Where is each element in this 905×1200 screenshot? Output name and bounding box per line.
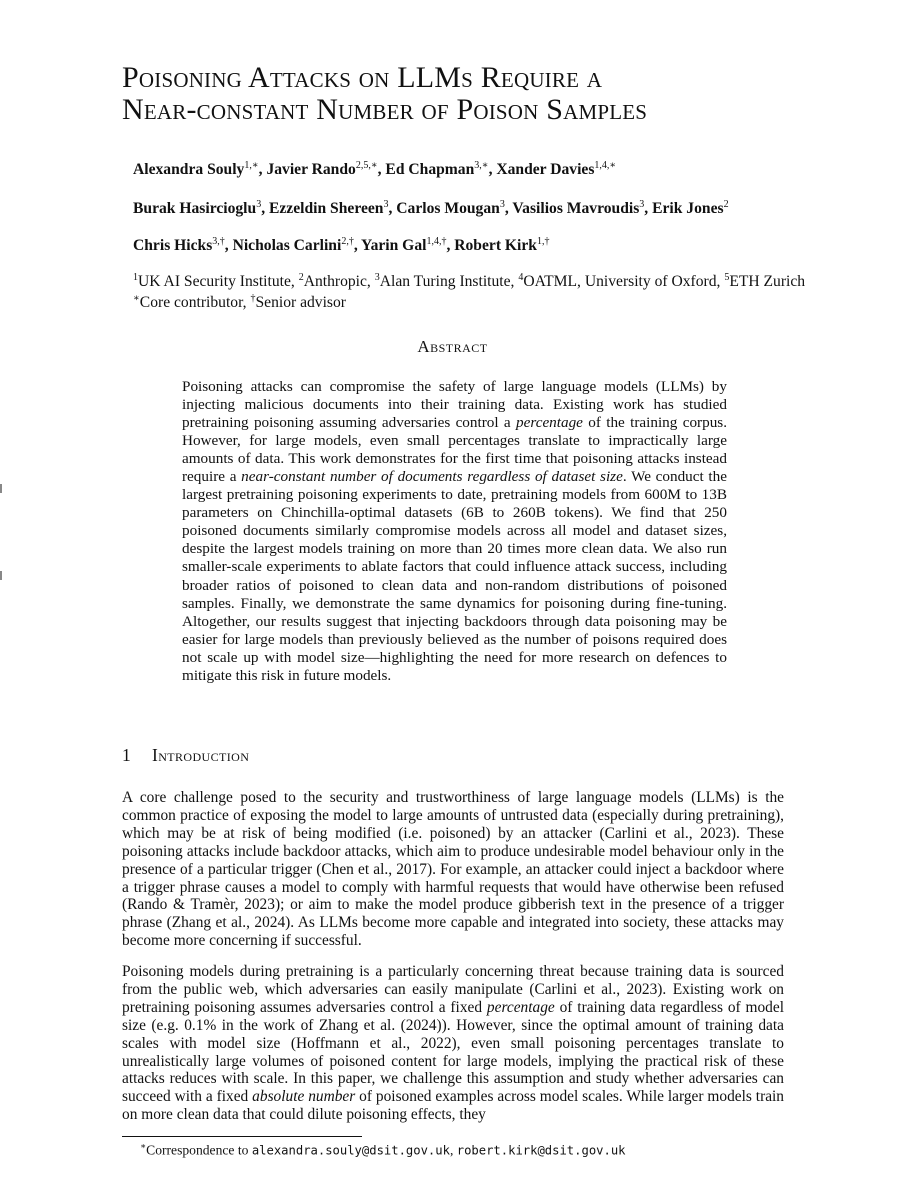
contribution-mark: ∗ [133,293,140,304]
body-text: of poisoned examples across model scales. While larger models train on more clean data that could dilute poisoning effects, they [122,1088,784,1124]
author-name: Ed Chapman [385,161,475,179]
body-text: Poisoning attacks can compromise the safety of large language models (LLMs) by injecting malicious documents into their training data. Existing work has studied pretraining poisoning assuming adversaries control a [182,378,727,432]
author-affiliation-mark: 3 [383,199,389,210]
emphasis-text: near-constant number of documents regardless of dataset size [241,468,623,486]
footnote [140,1141,626,1159]
author-row-2: Burak Hasircioglu$^3$, Ezzeldin Shereen$^3$, Carlos Mougan$^3$, Vasilios Mavroudis$^3$, Erik Jones$^2$ [133,199,729,218]
body-text: Poisoning models during pretraining is a particularly concerning threat because training data is sourced from the public web, which adversaries can easily manipulate (Carlini et al., 2023). Existing work on pretraining poisoning assumes adversaries control a fixed [122,963,784,1016]
author-row-3: Chris Hicks$^{3,\dagger}$, Nicholas Carlini$^{2,\dagger}$, Yarin Gal$^{1,4,\dagger}$, Robert Kirk$^{1,\dagger}$ [133,236,550,255]
affiliation-mark: 2 [298,272,304,283]
author-name: Burak Hasircioglu [133,200,257,218]
author-name: Ezzeldin Shereen [268,200,384,218]
footnote-mark: ∗ [140,1141,147,1151]
emphasis-text: percentage [516,414,583,432]
footnote-rule [122,1136,362,1137]
section-title: Introduction [152,745,250,765]
author-affiliation-mark: 1,4,∗ [594,160,617,171]
affiliation-text: UK AI Security Institute, [138,273,299,291]
author-name: Erik Jones [652,200,724,218]
body-text: . We conduct the largest pretraining poisoning experiments to date, pretraining models from 600M to 13B parameters on Chinchilla-optimal datasets (6B to 260B tokens). We find that 250 poisoned documents similarly compromise models across all model and dataset sizes, despite the largest models training on more than 20 times more clean data. We also run smaller-scale experiments to ablate factors that could influence attack success, including broader ratios of poisoned to clean data and non-random distributions of poisoned samples. Finally, we demonstrate the same dynamics for poisoning during fine-tuning. Altogether, our results suggest that injecting backdoors through data poisoning may be easier for large models than previously believed as the number of poisons required does not scale up with model size—highlighting the need for more research on defences to mitigate this risk in future models. [182,468,727,684]
margin-mark [0,571,2,580]
author-affiliation-mark: 1,∗ [244,160,259,171]
author-name: Alexandra Souly [133,161,245,179]
author-row-1: Alexandra Souly$^{1,∗}$, Javier Rando$^{2,5,∗}$, Ed Chapman$^{3,∗}$, Xander Davies$^{1,4,∗}$ [133,160,617,179]
affiliation-mark: 3 [374,272,380,283]
author-affiliation-mark: 3,∗ [474,160,489,171]
body-text: of the training corpus. However, for large models, even small percentages translate to impractically large amounts of data. This work demonstrates for the first time that poisoning attacks instead require a [182,414,727,486]
author-name: Nicholas Carlini [232,237,342,255]
footnote-separator: , [449,1142,457,1158]
author-affiliation-mark: 2 [723,199,729,210]
author-name: Javier Rando [266,161,356,179]
author-affiliation-mark: 1,† [536,236,550,247]
affiliation-mark: 4 [518,272,524,283]
author-name: Chris Hicks [133,237,213,255]
contribution-note [133,293,346,312]
author-affiliation-mark: 2,5,∗ [355,160,378,171]
author-name: Carlos Mougan [396,200,500,218]
affiliation-mark: 5 [724,272,730,283]
footnote-email-1[interactable]: alexandra.souly@dsit.gov.uk [251,1143,450,1158]
margin-mark [0,484,2,493]
contribution-mark: † [250,293,256,304]
intro-paragraph-1 [122,789,784,950]
intro-paragraph-2 [122,963,784,1124]
emphasis-text: absolute number [252,1088,356,1106]
body-text: A core challenge posed to the security and trustworthiness of large language models (LLMs) is the common practice of exposing the model to large amounts of untrusted data (especially during pretraining), which may be at risk of being modified (i.e. poisoned) by an attacker (Carlini et al., 2023). These poisoning attacks include backdoor attacks, which aim to produce undesirable model behaviour only in the presence of a particular trigger (Chen et al., 2017). For example, an attacker could inject a backdoor where a trigger phrase causes a model to comply with harmful requests that would have otherwise been refused (Rando & Tramèr, 2023); or aim to make the model produce gibberish text in the presence of a trigger phrase (Zhang et al., 2024). As LLMs become more capable and integrated into society, these attacks may become more concerning if successful. [122,789,784,950]
affiliations [133,272,805,291]
author-affiliation-mark: 3 [639,199,645,210]
footnote-text: Correspondence to [146,1142,252,1158]
author-affiliation-mark: 3 [499,199,505,210]
title-line-2: Near-constant Number of Poison Samples [122,93,648,126]
affiliation-text: ETH Zurich [729,273,806,291]
footnote-email-2[interactable]: robert.kirk@dsit.gov.uk [456,1143,626,1158]
emphasis-text: percentage [486,998,555,1016]
body-text: of training data regardless of model size (e.g. 0.1% in the work of Zhang et al. (2024)). However, since the optimal amount of training data scales with model size (Hoffmann et al., 2022), even small poisoning percentages translate to unrealistically large volumes of poisoned content for large models, implying the practical risk of these attacks reduces with scale. In this paper, we challenge this assumption and study whether adversaries can succeed with a fixed [122,998,784,1106]
contribution-text: Core contributor, [139,294,251,312]
author-affiliation-mark: 3 [256,199,262,210]
author-affiliation-mark: 1,4,† [426,236,447,247]
affiliation-text: Anthropic, [303,273,375,291]
author-name: Xander Davies [496,161,595,179]
title-line-1: Poisoning Attacks on LLMs Require a [122,61,603,94]
author-name: Robert Kirk [454,237,537,255]
author-affiliation-mark: 3,† [212,236,225,247]
affiliation-text: OATML, University of Oxford, [523,273,725,291]
author-affiliation-mark: 2,† [341,236,354,247]
author-name: Yarin Gal [361,237,427,255]
section-number: 1 [122,745,131,765]
contribution-text: Senior advisor [255,294,346,312]
affiliation-text: Alan Turing Institute, [379,273,519,291]
author-name: Vasilios Mavroudis [512,200,640,218]
paper-title [122,62,822,126]
abstract-heading: Abstract [417,337,488,356]
affiliation-mark: 1 [133,272,138,283]
abstract-body [182,378,727,685]
section-heading-introduction [122,745,249,766]
